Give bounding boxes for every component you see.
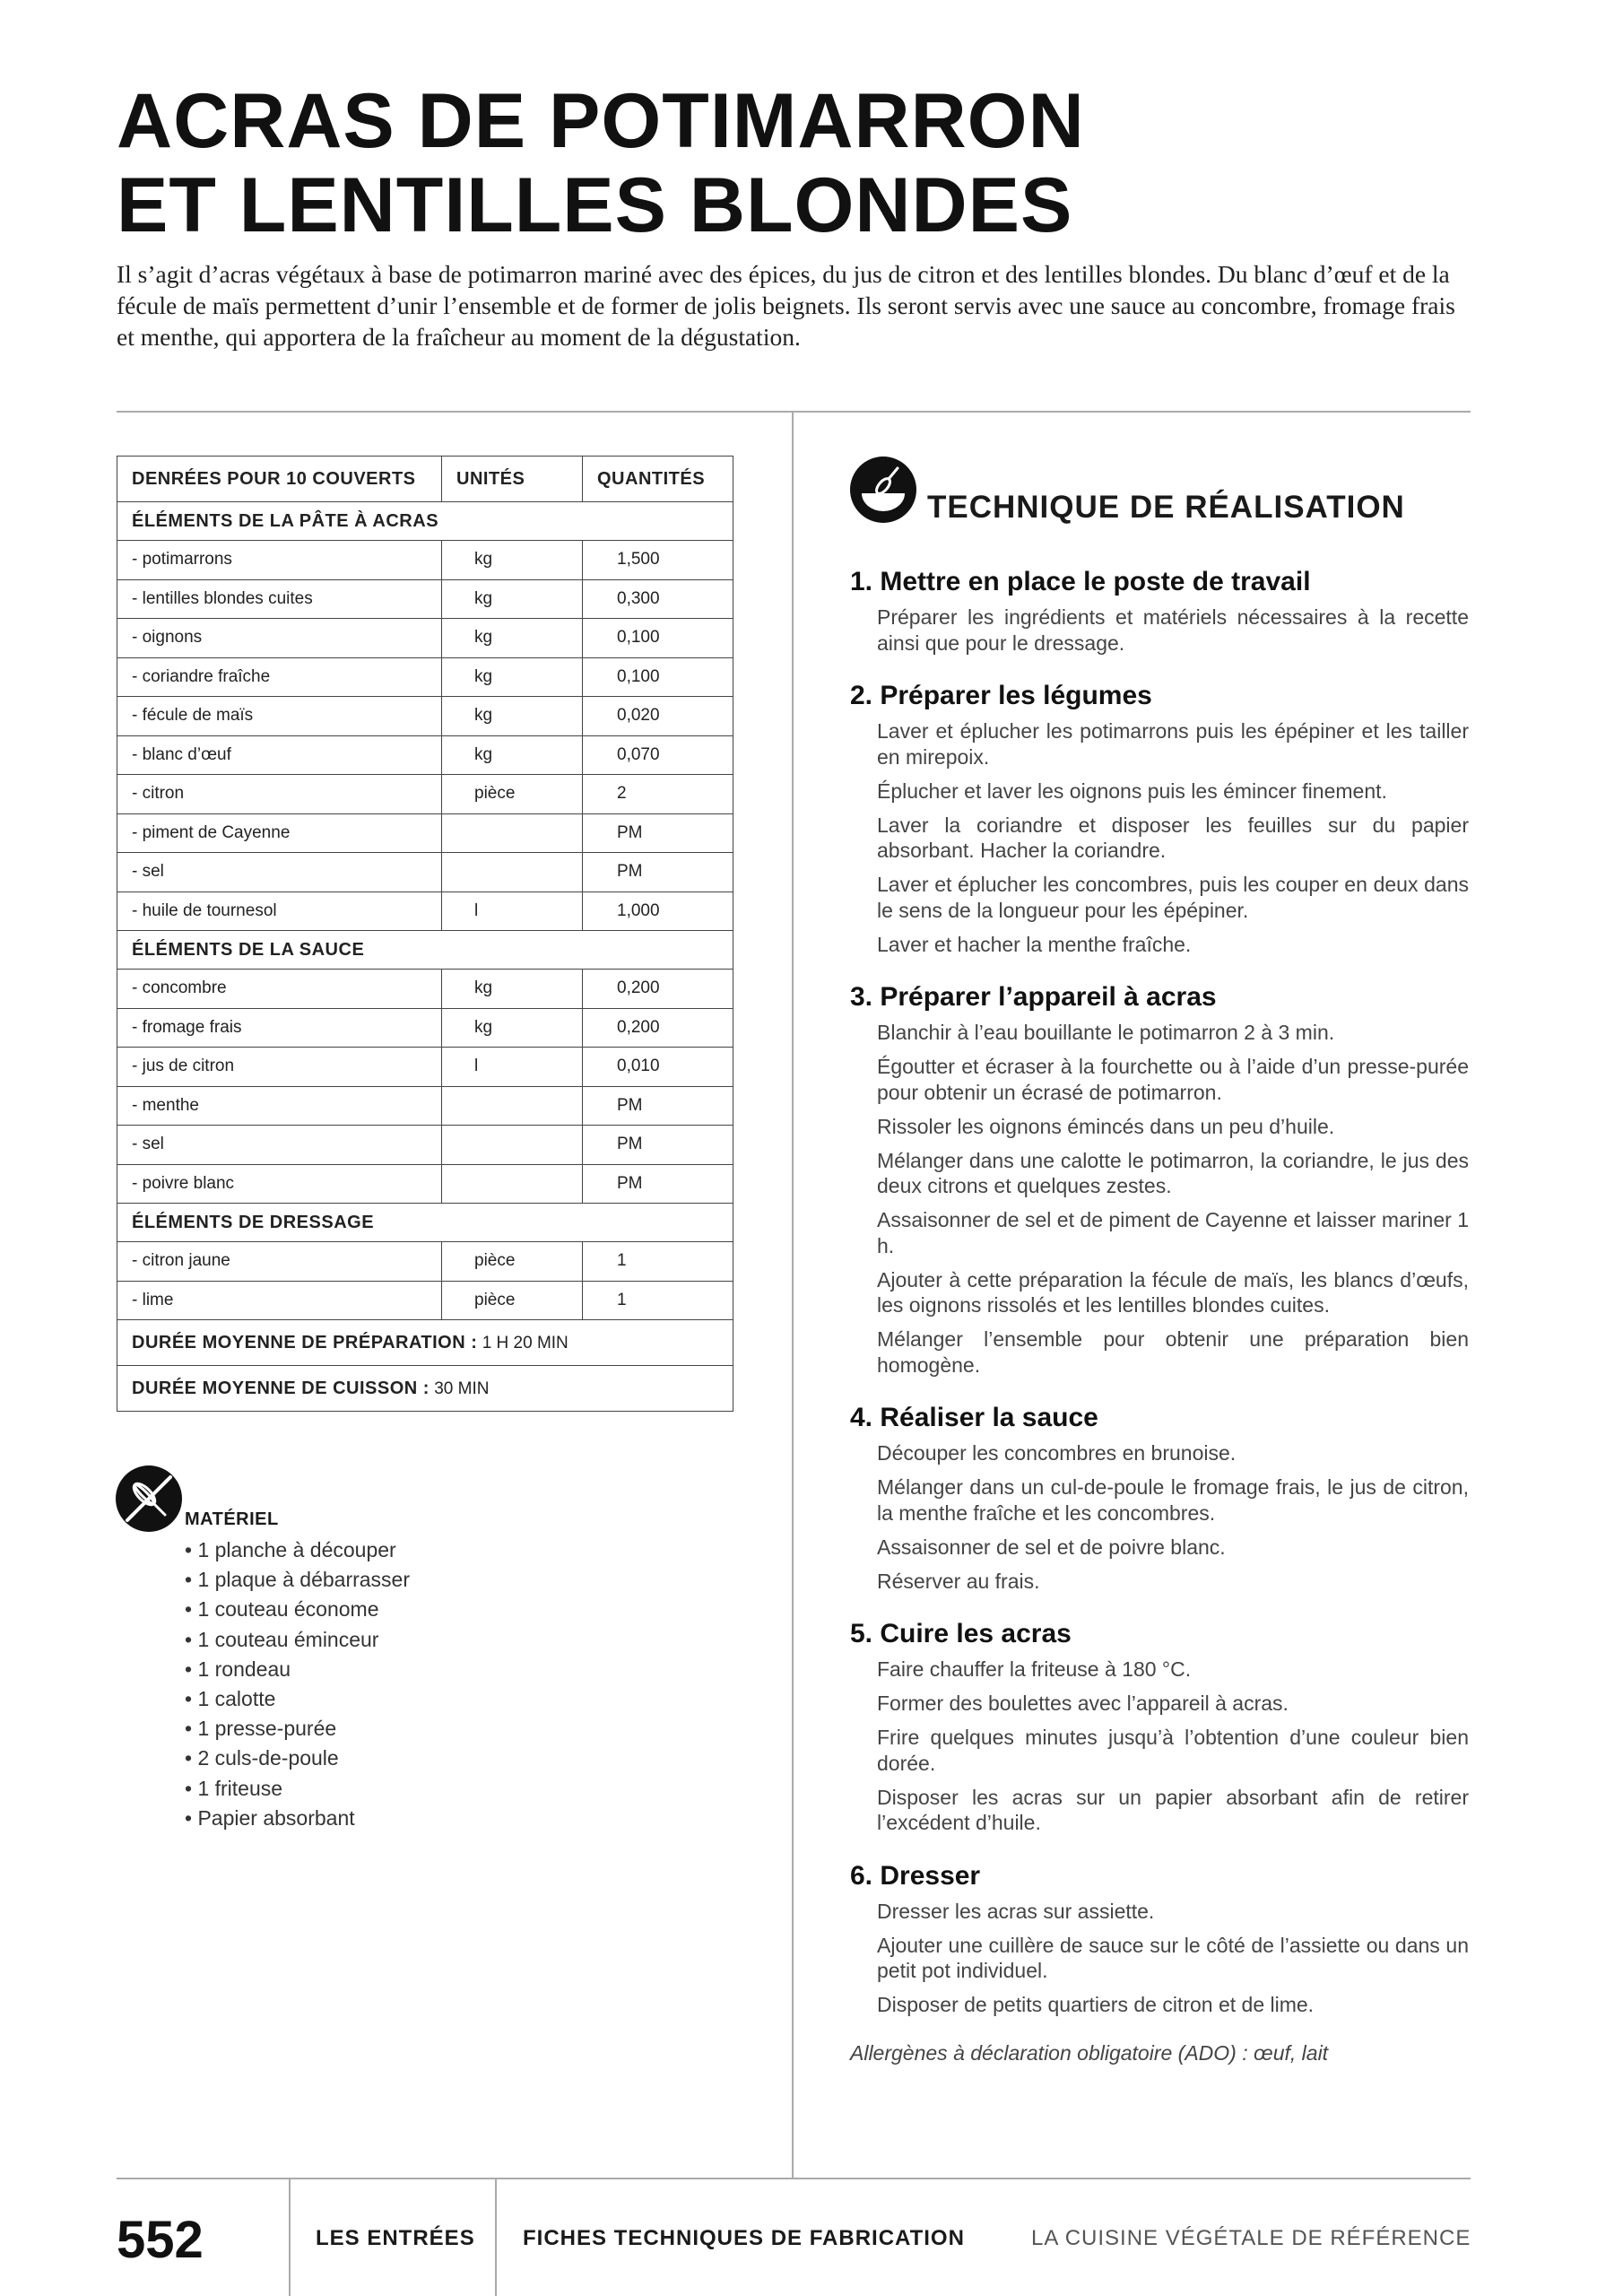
technique-step	[850, 565, 1469, 656]
ingredient-quantity: PM	[583, 1126, 733, 1165]
table-row	[117, 1281, 733, 1320]
ingredient-quantity: 1	[583, 1281, 733, 1320]
ingredient-quantity: PM	[583, 1164, 733, 1204]
ingredient-name: - oignons	[117, 619, 442, 658]
ingredient-unit: kg	[442, 1008, 583, 1048]
ingredient-name: - fécule de maïs	[117, 697, 442, 736]
ingredient-name: - fromage frais	[117, 1008, 442, 1048]
materiel-item: • 1 couteau économe	[185, 1595, 410, 1624]
table-row	[117, 1242, 733, 1282]
ingredient-quantity: 0,200	[583, 970, 733, 1009]
materiel-item: • 2 culs-de-poule	[185, 1744, 410, 1773]
ingredient-unit: l	[442, 891, 583, 931]
ingredient-name: - lime	[117, 1281, 442, 1320]
step-title: 3. Préparer l’appareil à acras	[850, 982, 1217, 1012]
technique-step	[850, 679, 1469, 957]
table-header-cell: QUANTITÉS	[583, 457, 733, 502]
materiel-item: • 1 plaque à débarrasser	[185, 1565, 410, 1595]
ingredient-name: - lentilles blondes cuites	[117, 579, 442, 619]
allergens-note: Allergènes à déclaration obligatoire (ADO) : œuf, lait	[850, 2040, 1329, 2065]
footer-separator	[289, 2178, 291, 2296]
footer-section: LES ENTRÉES	[316, 2226, 475, 2250]
step-instruction: Laver et éplucher les potimarrons puis les épépiner et les tailler en mirepoix.	[877, 719, 1469, 769]
table-section-row	[117, 502, 733, 541]
ingredients-table	[117, 456, 733, 1412]
materiel-item: • Papier absorbant	[185, 1804, 410, 1833]
step-instruction: Égoutter et écraser à la fourchette ou à l’aide d’un presse-purée pour obtenir un écrasé de potimarron.	[877, 1055, 1469, 1104]
table-row	[117, 619, 733, 658]
ingredient-unit: kg	[442, 619, 583, 658]
ingredient-quantity: 0,020	[583, 697, 733, 736]
technique-steps	[850, 565, 1469, 2066]
ingredient-quantity: 2	[583, 775, 733, 814]
technique-step	[850, 980, 1469, 1378]
ingredient-quantity: 0,070	[583, 735, 733, 775]
footer-book-title: LA CUISINE VÉGÉTALE DE RÉFÉRENCE	[1031, 2226, 1471, 2250]
table-row	[117, 891, 733, 931]
step-instruction: Faire chauffer la friteuse à 180 °C.	[877, 1657, 1192, 1681]
step-title: 2. Préparer les légumes	[850, 681, 1152, 710]
step-instruction: Mélanger dans une calotte le potimarron, la coriandre, le jus des deux citrons et quelques zestes.	[877, 1148, 1469, 1197]
step-instruction: Réserver au frais.	[877, 1569, 1040, 1593]
ingredient-name: - jus de citron	[117, 1048, 442, 1087]
ingredient-unit: kg	[442, 657, 583, 697]
materiel-item: • 1 presse-purée	[185, 1714, 410, 1744]
step-title: 5. Cuire les acras	[850, 1619, 1072, 1648]
ingredient-unit: kg	[442, 735, 583, 775]
prep-time-label: DURÉE MOYENNE DE PRÉPARATION :	[132, 1332, 478, 1352]
ingredient-unit	[442, 813, 583, 853]
ingredient-name: - huile de tournesol	[117, 891, 442, 931]
step-instruction: Blanchir à l’eau bouillante le potimarron 2 à 3 min.	[877, 1021, 1335, 1044]
step-instruction: Former des boulettes avec l’appareil à acras.	[877, 1692, 1289, 1715]
table-row	[117, 1008, 733, 1048]
table-row	[117, 970, 733, 1009]
ingredient-name: - blanc d’œuf	[117, 735, 442, 775]
ingredient-quantity: 1,500	[583, 541, 733, 580]
step-instruction: Ajouter à cette préparation la fécule de maïs, les blancs d’œufs, les oignons rissolés et les lentilles blondes cuites.	[877, 1267, 1469, 1317]
table-row	[117, 541, 733, 580]
table-header-cell: UNITÉS	[442, 457, 583, 502]
ingredient-unit: l	[442, 1048, 583, 1087]
ingredient-quantity: 1	[583, 1242, 733, 1282]
table-row	[117, 657, 733, 697]
table-row	[117, 853, 733, 892]
materiel-item: • 1 couteau éminceur	[185, 1625, 410, 1655]
step-instruction: Disposer les acras sur un papier absorbant afin de retirer l’excédent d’huile.	[877, 1785, 1469, 1834]
table-row	[117, 1164, 733, 1204]
ingredient-name: - sel	[117, 1126, 442, 1165]
technique-title: TECHNIQUE DE RÉALISATION	[927, 490, 1405, 525]
ingredient-quantity: PM	[583, 813, 733, 853]
page-title	[117, 79, 1085, 248]
ingredient-unit	[442, 1126, 583, 1165]
intro-paragraph: Il s’agit d’acras végétaux à base de potimarron mariné avec des épices, du jus de citron et des lentilles blondes. Du blanc d’œuf et de la fécule de maïs permettent d’unir l’ensemble et de former de jolis beignets. Ils seront servis avec une sauce au concombre, fromage frais et menthe, qui apportera de la fraîcheur au moment de la dégustation.	[117, 260, 1455, 351]
step-instruction: Laver et hacher la menthe fraîche.	[877, 932, 1192, 956]
ingredient-unit	[442, 853, 583, 892]
step-title: 4. Réaliser la sauce	[850, 1403, 1098, 1432]
step-instruction: Disposer de petits quartiers de citron et de lime.	[877, 1993, 1315, 2016]
ingredient-unit: kg	[442, 970, 583, 1009]
step-title: 1. Mettre en place le poste de travail	[850, 567, 1311, 596]
table-row	[117, 579, 733, 619]
table-header-cell: DENRÉES POUR 10 COUVERTS	[117, 457, 442, 502]
ingredient-name: - sel	[117, 853, 442, 892]
bowl-whisk-icon	[849, 456, 917, 524]
ingredient-name: - concombre	[117, 970, 442, 1009]
table-section-title: ÉLÉMENTS DE LA PÂTE À ACRAS	[117, 502, 733, 541]
prep-time-row	[117, 1320, 733, 1366]
ingredient-name: - piment de Cayenne	[117, 813, 442, 853]
step-instruction: Laver et éplucher les concombres, puis les couper en deux dans le sens de la longueur pour les épépiner.	[877, 873, 1469, 922]
materiel-title: MATÉRIEL	[185, 1509, 279, 1529]
technique-step	[850, 1617, 1469, 1836]
table-row	[117, 813, 733, 853]
technique-step	[850, 1859, 1469, 2018]
ingredient-name: - coriandre fraîche	[117, 657, 442, 697]
ingredient-unit	[442, 1086, 583, 1126]
table-section-title: ÉLÉMENTS DE LA SAUCE	[117, 931, 733, 970]
step-instruction: Dresser les acras sur assiette.	[877, 1899, 1155, 1923]
table-header-row	[117, 457, 733, 502]
top-divider	[117, 411, 1471, 413]
step-instruction: Préparer les ingrédients et matériels nécessaires à la recette ainsi que pour le dressage.	[877, 605, 1469, 655]
ingredient-name: - citron jaune	[117, 1242, 442, 1282]
technique-step	[850, 1401, 1469, 1594]
ingredient-quantity: 0,100	[583, 657, 733, 697]
ingredient-unit: pièce	[442, 775, 583, 814]
materiel-item: • 1 friteuse	[185, 1774, 410, 1804]
rolling-pin-whisk-icon	[115, 1465, 183, 1533]
ingredient-name: - menthe	[117, 1086, 442, 1126]
table-section-row	[117, 931, 733, 970]
ingredient-unit: kg	[442, 541, 583, 580]
table-row	[117, 1086, 733, 1126]
table-row	[117, 1048, 733, 1087]
step-instruction: Mélanger l’ensemble pour obtenir une préparation bien homogène.	[877, 1327, 1469, 1377]
materiel-item: • 1 rondeau	[185, 1655, 410, 1684]
ingredient-quantity: 0,200	[583, 1008, 733, 1048]
title-line-2: ET LENTILLES BLONDES	[117, 162, 1073, 248]
ingredient-unit: kg	[442, 579, 583, 619]
step-instruction: Découper les concombres en brunoise.	[877, 1441, 1237, 1465]
ingredient-quantity: 0,300	[583, 579, 733, 619]
table-row	[117, 697, 733, 736]
footer-divider	[117, 2178, 1471, 2179]
ingredient-name: - citron	[117, 775, 442, 814]
ingredient-quantity: 1,000	[583, 891, 733, 931]
table-row	[117, 775, 733, 814]
cook-time-label: DURÉE MOYENNE DE CUISSON :	[132, 1378, 430, 1398]
ingredient-quantity: 0,100	[583, 619, 733, 658]
step-instruction: Éplucher et laver les oignons puis les émincer finement.	[877, 778, 1387, 803]
step-instruction: Ajouter une cuillère de sauce sur le côté de l’assiette ou dans un petit pot individuel.	[877, 1933, 1469, 1982]
ingredient-unit: pièce	[442, 1281, 583, 1320]
step-instruction: Mélanger dans un cul-de-poule le fromage frais, le jus de citron, la menthe fraîche et les concombres.	[877, 1475, 1469, 1525]
materiel-list	[185, 1535, 410, 1833]
ingredient-quantity: PM	[583, 853, 733, 892]
cook-time-value: 30 MIN	[434, 1378, 490, 1398]
column-divider	[792, 411, 794, 2178]
ingredient-quantity: 0,010	[583, 1048, 733, 1087]
table-row	[117, 1126, 733, 1165]
ingredient-name: - poivre blanc	[117, 1164, 442, 1204]
ingredient-unit: pièce	[442, 1242, 583, 1282]
step-instruction: Rissoler les oignons émincés dans un peu d’huile.	[877, 1114, 1335, 1138]
table-section-title: ÉLÉMENTS DE DRESSAGE	[117, 1204, 733, 1242]
footer-category: FICHES TECHNIQUES DE FABRICATION	[523, 2226, 965, 2250]
cook-time-row	[117, 1366, 733, 1412]
step-instruction: Laver la coriandre et disposer les feuilles sur du papier absorbant. Hacher la coriandre.	[877, 813, 1469, 862]
title-line-1: ACRAS DE POTIMARRON	[117, 78, 1085, 164]
step-title: 6. Dresser	[850, 1860, 981, 1891]
materiel-item: • 1 calotte	[185, 1684, 410, 1714]
step-instruction: Assaisonner de sel et de poivre blanc.	[877, 1535, 1226, 1559]
ingredient-unit: kg	[442, 697, 583, 736]
ingredient-name: - potimarrons	[117, 541, 442, 580]
ingredient-unit	[442, 1164, 583, 1204]
ingredient-quantity: PM	[583, 1086, 733, 1126]
prep-time-value: 1 H 20 MIN	[482, 1333, 568, 1352]
page-number: 552	[117, 2211, 204, 2269]
materiel-item: • 1 planche à découper	[185, 1535, 410, 1565]
step-instruction: Frire quelques minutes jusqu’à l’obtention d’une couleur bien dorée.	[877, 1726, 1469, 1775]
step-instruction: Assaisonner de sel et de piment de Cayenne et laisser mariner 1 h.	[877, 1208, 1469, 1257]
table-row	[117, 735, 733, 775]
table-section-row	[117, 1204, 733, 1242]
footer-separator	[495, 2178, 497, 2296]
